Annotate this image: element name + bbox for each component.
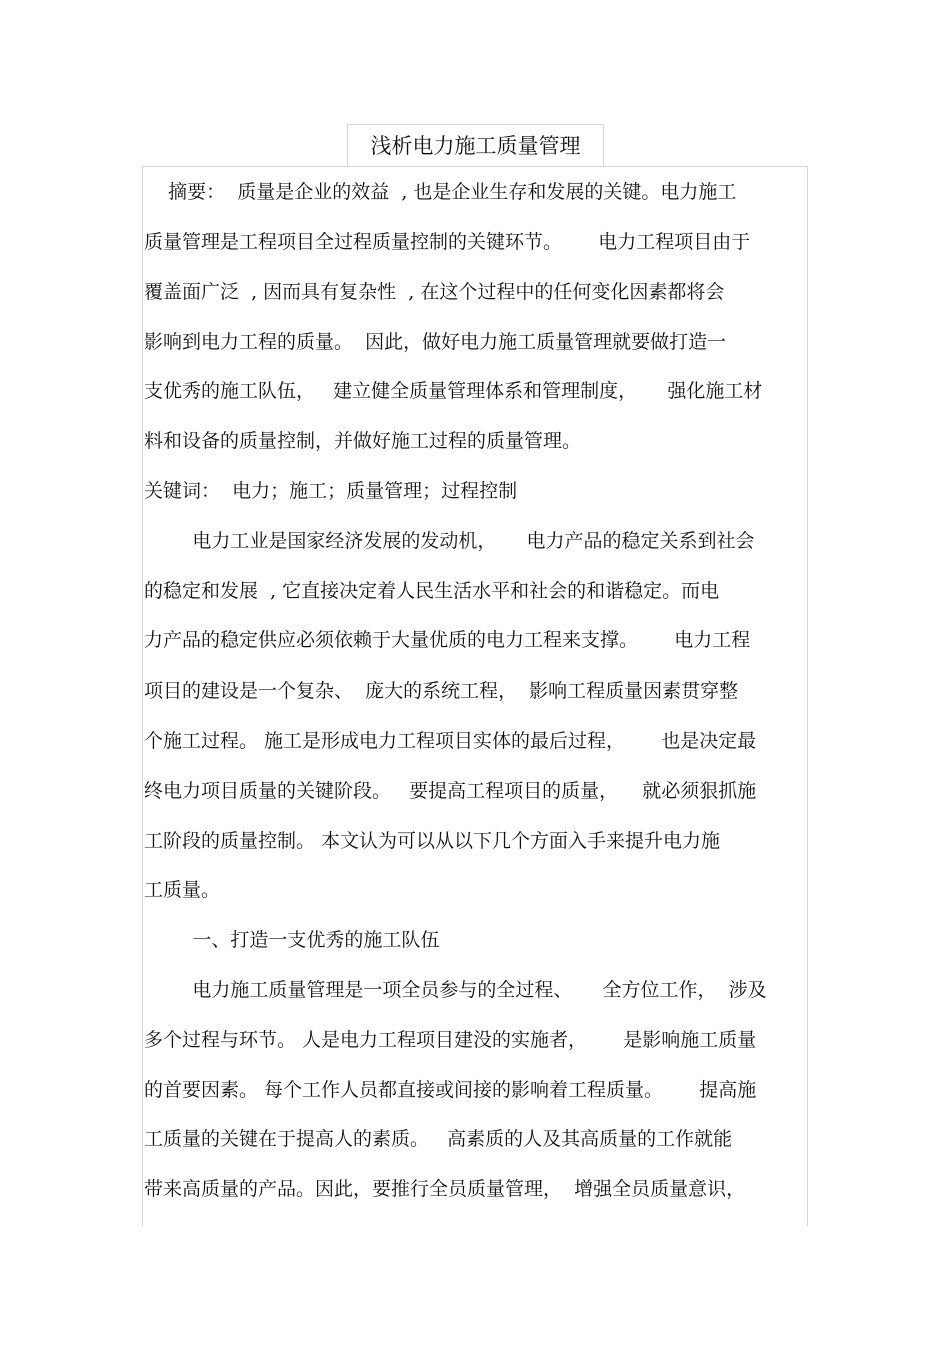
text-line-17: 电力施工质量管理是一项全员参与的全过程、 全方位工作， 涉及 (144, 979, 767, 1001)
text-line-6: 料和设备的质量控制，并做好施工过程的质量管理。 (144, 430, 582, 452)
text-line-20: 工质量的关键在于提高人的素质。 高素质的人及其高质量的工作就能 (144, 1128, 733, 1150)
text-line-12: 个施工过程。 施工是形成电力工程项目实体的最后过程， 也是决定最 (144, 730, 757, 752)
text-line-3: 覆盖面广泛 , 因而具有复杂性 , 在这个过程中的任何变化因素都将会 (144, 281, 725, 303)
text-line-19: 的首要因素。 每个工作人员都直接或间接的影响着工程质量。 提高施 (144, 1079, 757, 1101)
section-heading-1: 一、打造一支优秀的施工队伍 (144, 929, 440, 951)
text-line-13: 终电力项目质量的关键阶段。 要提高工程项目的质量， 就必须狠抓施 (144, 780, 757, 802)
text-line-11: 项目的建设是一个复杂、 庞大的系统工程， 影响工程质量因素贯穿整 (144, 680, 739, 702)
text-line-4: 影响到电力工程的质量。 因此，做好电力施工质量管理就要做打造一 (144, 331, 727, 353)
keywords-line: 关键词： 电力；施工；质量管理；过程控制 (144, 480, 518, 502)
text-line-5: 支优秀的施工队伍， 建立健全质量管理体系和管理制度， 强化施工材 (144, 380, 763, 402)
text-line-1: 摘要： 质量是企业的效益 , 也是企业生存和发展的关键。电力施工 (144, 181, 737, 203)
text-line-15: 工质量。 (144, 879, 221, 901)
text-line-14: 工阶段的质量控制。 本文认为可以从以下几个方面入手来提升电力施 (144, 830, 721, 852)
text-line-21: 带来高质量的产品。因此，要推行全员质量管理， 增强全员质量意识， (144, 1178, 746, 1200)
document-title: 浅析电力施工质量管理 (347, 124, 604, 166)
text-line-8: 电力工业是国家经济发展的发动机， 电力产品的稳定关系到社会 (144, 530, 755, 552)
text-line-9: 的稳定和发展 , 它直接决定着人民生活水平和社会的和谐稳定。而电 (144, 580, 720, 602)
text-line-2: 质量管理是工程项目全过程质量控制的关键环节。 电力工程项目由于 (144, 231, 751, 253)
text-line-18: 多个过程与环节。 人是电力工程项目建没的实施者， 是影响施工质量 (144, 1029, 757, 1051)
text-line-10: 力产品的稳定供应必须依赖于大量优质的电力工程来支撑。 电力工程 (144, 629, 751, 651)
